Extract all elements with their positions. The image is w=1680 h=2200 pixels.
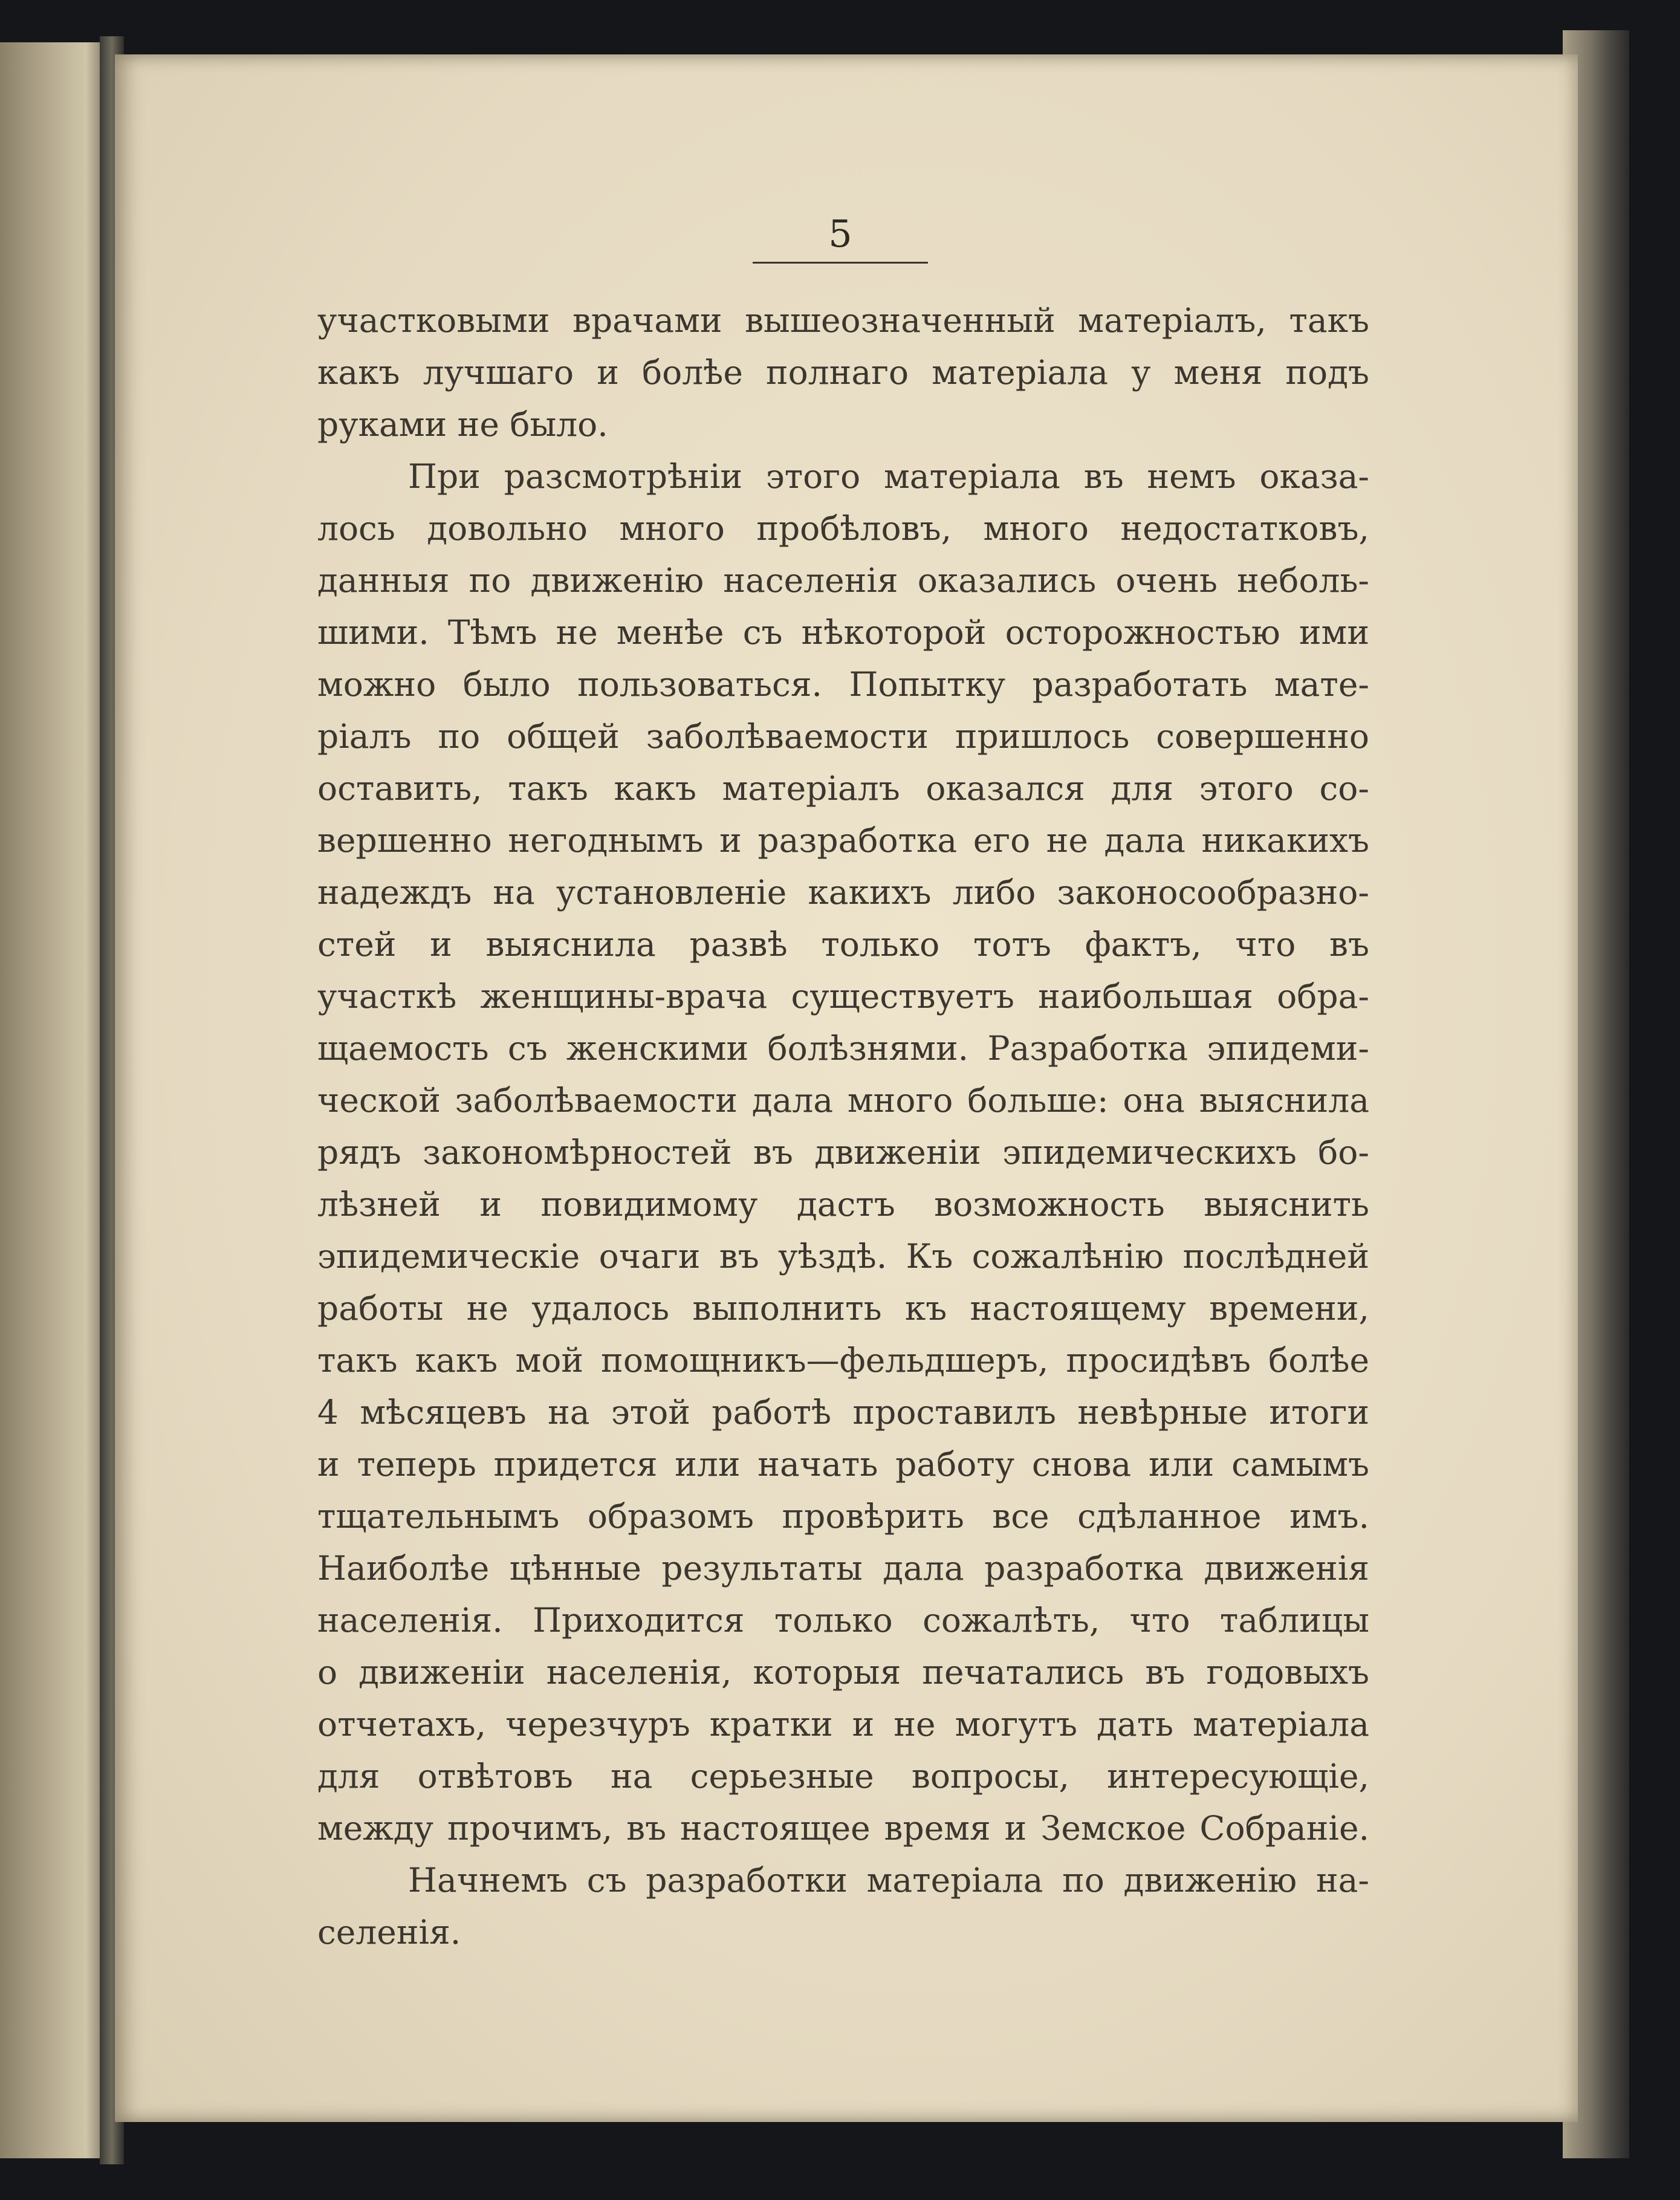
text-line: о движеніи населенія, которыя печатались въ годовыхъ — [317, 1653, 1369, 1692]
text-line: лось довольно много пробѣловъ, много недостатковъ, — [317, 509, 1369, 548]
text-line: и теперь придется или начать работу снова или самымъ — [317, 1445, 1369, 1484]
text-line: можно было пользоваться. Попытку разработать мате- — [317, 665, 1369, 704]
text-line: вершенно негоднымъ и разработка его не дала никакихъ — [317, 821, 1369, 860]
text-line: стей и выяснила развѣ только тотъ фактъ, что въ — [317, 925, 1369, 964]
text-line: Наиболѣе цѣнные результаты дала разработка движенія — [317, 1549, 1369, 1588]
text-line: отчетахъ, черезчуръ кратки и не могутъ дать матеріала — [317, 1705, 1369, 1744]
left-page-edge — [0, 42, 115, 2158]
text-line: для отвѣтовъ на серьезные вопросы, интересующіе, — [317, 1757, 1369, 1796]
text-line: между прочимъ, въ настоящее время и Земское Собраніе. — [317, 1809, 1369, 1848]
text-line: шими. Тѣмъ не менѣе съ нѣкоторой осторожностью ими — [317, 613, 1369, 652]
text-line: участковыми врачами вышеозначенный матеріалъ, такъ — [317, 301, 1369, 340]
text-line: оставить, такъ какъ матеріалъ оказался для этого со- — [317, 769, 1369, 808]
text-line: надеждъ на установленіе какихъ либо законосообразно- — [317, 873, 1369, 912]
text-line: какъ лучшаго и болѣе полнаго матеріала у меня подъ — [317, 353, 1369, 392]
text-line: Начнемъ съ разработки матеріала по движенію на- — [408, 1861, 1369, 1900]
page-number: 5 — [828, 212, 852, 256]
body-text — [317, 294, 1369, 1958]
text-line: селенія. — [317, 1913, 461, 1952]
text-line: тщательнымъ образомъ провѣрить все сдѣланное имъ. — [317, 1497, 1369, 1536]
text-line: ріалъ по общей заболѣваемости пришлось совершенно — [317, 717, 1369, 756]
text-line: ческой заболѣваемости дала много больше: она выяснила — [317, 1081, 1369, 1120]
page-number-rule — [753, 262, 928, 264]
text-line: лѣзней и повидимому дастъ возможность выяснить — [317, 1185, 1369, 1224]
text-line: При разсмотрѣніи этого матеріала въ немъ оказа- — [408, 457, 1369, 496]
text-line: работы не удалось выполнить къ настоящему времени, — [317, 1289, 1369, 1328]
text-line: рядъ закономѣрностей въ движеніи эпидемическихъ бо- — [317, 1133, 1369, 1172]
text-line: руками не было. — [317, 405, 608, 444]
text-line: населенія. Приходится только сожалѣть, что таблицы — [317, 1601, 1369, 1640]
text-line: эпидемическіе очаги въ уѣздѣ. Къ сожалѣнію послѣдней — [317, 1237, 1369, 1276]
text-line: данныя по движенію населенія оказались очень неболь- — [317, 561, 1369, 600]
text-line: 4 мѣсяцевъ на этой работѣ проставилъ невѣрные итоги — [317, 1393, 1369, 1432]
text-line: такъ какъ мой помощникъ—фельдшеръ, просидѣвъ болѣе — [317, 1341, 1369, 1380]
text-line: щаемость съ женскими болѣзнями. Разработка эпидеми- — [317, 1029, 1369, 1068]
text-line: участкѣ женщины-врача существуетъ наибольшая обра- — [317, 977, 1369, 1016]
